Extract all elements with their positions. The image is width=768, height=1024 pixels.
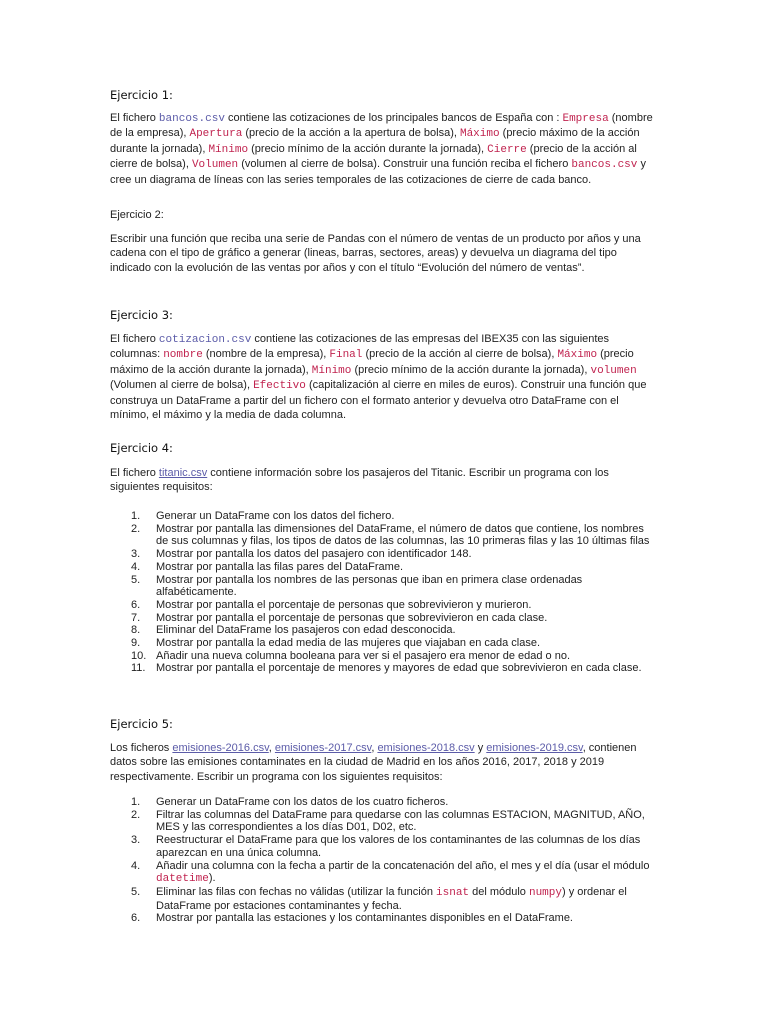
text-run: ) y ordenar el DataFrame por estaciones contaminantes y fecha.: [156, 885, 627, 912]
list-item-number: 9.: [131, 637, 141, 650]
text-run: (precio máximo de la acción durante la jornada),: [110, 348, 634, 376]
list-item-number: 5.: [131, 885, 141, 898]
text-run: ,: [371, 742, 378, 754]
list-item-number: 2.: [131, 522, 141, 535]
list-item-number: 4.: [131, 560, 141, 573]
text-run: Eliminar del DataFrame los pasajeros con edad desconocida.: [156, 624, 456, 637]
list-item: [110, 612, 658, 625]
text-run: contiene las cotizaciones de las empresas del IBEX35 con las siguientes columnas:: [110, 333, 610, 361]
list-item: [110, 637, 658, 650]
text-run: Generar un DataFrame con los datos de los cuatro ficheros.: [156, 796, 449, 808]
exercise-1-title: Ejercicio 1:: [110, 88, 173, 102]
text-run: Mostrar por pantalla los datos del pasajero con identificador 148.: [156, 548, 472, 561]
text-run: ,: [268, 742, 275, 754]
list-item-number: 4.: [131, 859, 141, 872]
exercise-1-text: [110, 111, 658, 187]
text-run: y: [474, 742, 487, 754]
text-run: El fichero: [110, 467, 159, 479]
list-item-text: [156, 912, 573, 924]
text-run: (capitalización al cierre en miles de euros). Construir una función que construya un DataFrame a partir del un fichero con el formato anterior y devuelva otro DataFrame con el mínimo, el máximo y la media de dada columna.: [110, 379, 647, 422]
text-run: Mostrar por pantalla el porcentaje de menores y mayores de edad que sobrevivieron en cada clase.: [156, 662, 642, 675]
column-name: Máximo: [459, 128, 500, 141]
list-item-text: [156, 650, 570, 662]
text-run: (precio de la acción al cierre de bolsa),: [110, 142, 637, 171]
list-item-number: 3.: [131, 548, 141, 561]
text-run: (nombre de la empresa),: [202, 348, 330, 361]
file-name: bancos.csv: [571, 159, 638, 172]
column-name: nombre: [163, 349, 203, 362]
text-run: Los ficheros: [110, 742, 173, 754]
list-item: [110, 599, 658, 612]
exercise-5-title: Ejercicio 5:: [110, 717, 173, 731]
column-name: Volumen: [191, 159, 239, 172]
list-item-text: [156, 612, 547, 624]
code-name: isnat: [436, 886, 470, 899]
text-run: Reestructurar el DataFrame para que los valores de los contaminantes de las columnas de los días aparezcan en una única columna.: [156, 834, 641, 859]
list-item-text: [156, 523, 649, 548]
list-item-text: [156, 834, 640, 859]
list-item-number: 2.: [131, 808, 141, 821]
text-run: Generar un DataFrame con los datos del fichero.: [156, 510, 395, 522]
column-name: Máximo: [557, 349, 598, 362]
text-run: Mostrar por pantalla las dimensiones del DataFrame, el número de datos que contiene, los nombres de sus columnas y filas, los tipos de datos de las columnas, las 10 primeras filas y las 10 últimas filas: [156, 522, 650, 548]
list-item-number: 7.: [131, 611, 141, 624]
list-item-number: 6.: [131, 598, 141, 611]
text-run: (Volumen al cierre de bolsa),: [110, 379, 254, 392]
column-name: Final: [329, 349, 363, 362]
text-run: y cree un diagrama de líneas con las series temporales de las cotizaciones de cierre de cada banco.: [110, 158, 646, 186]
exercise-5-requirements: [110, 796, 658, 925]
list-item: [110, 510, 658, 523]
text-run: Mostrar por pantalla el porcentaje de personas que sobrevivieron y murieron.: [156, 598, 532, 611]
code-name: numpy: [528, 886, 562, 899]
text-run: (nombre de la empresa),: [110, 112, 653, 140]
list-item: [110, 809, 658, 834]
exercise-4-requirements: [110, 510, 658, 675]
list-item: [110, 523, 658, 548]
column-name: Efectivo: [253, 380, 306, 393]
exercise-2-title: Ejercicio 2:: [110, 209, 164, 221]
column-name: Empresa: [562, 113, 609, 125]
list-item-text: [156, 662, 642, 674]
text-run: ).: [208, 872, 216, 885]
emisiones-2018-link[interactable]: emisiones-2018.csv: [377, 742, 475, 754]
list-item: [110, 796, 658, 809]
list-item-text: [156, 510, 394, 522]
list-item-text: [156, 574, 582, 599]
text-run: Añadir una columna con la fecha a partir de la concatenación del año, el mes y el día (usar el módulo: [156, 859, 650, 872]
list-item-text: [156, 599, 531, 611]
column-name: Apertura: [189, 128, 243, 141]
list-item-text: [156, 637, 540, 649]
list-item-number: 1.: [131, 510, 141, 522]
list-item-text: [156, 809, 645, 834]
list-item-number: 8.: [131, 624, 141, 637]
text-run: (precio máximo de la acción durante la jornada),: [110, 127, 640, 155]
text-run: Mostrar por pantalla las filas pares del DataFrame.: [156, 560, 403, 573]
text-run: contiene las cotizaciones de los principales bancos de España con :: [224, 112, 563, 124]
exercise-4-text: [110, 466, 658, 495]
list-item-text: [156, 624, 456, 636]
list-item: [110, 650, 658, 663]
text-run: Mostrar por pantalla los nombres de las personas que iban en primera clase ordenadas alfabéticamente.: [156, 573, 583, 599]
text-run: Mostrar por pantalla la edad media de las mujeres que viajaban en cada clase.: [156, 637, 541, 650]
exercise-3-text: [110, 332, 658, 422]
text-run: Eliminar las filas con fechas no válidas (utilizar la función: [156, 885, 437, 898]
text-run: contiene información sobre los pasajeros del Titanic. Escribir un programa con los siguientes requisitos:: [110, 467, 609, 494]
text-run: (precio mínimo de la acción durante la jornada),: [351, 363, 591, 376]
exercise-3-title: Ejercicio 3:: [110, 308, 173, 322]
list-item-number: 1.: [131, 796, 141, 808]
list-item-number: 11.: [131, 662, 146, 675]
list-item: [110, 912, 658, 925]
exercise-2-text: Escribir una función que reciba una serie de Pandas con el número de ventas de un producto por años y una cadena con el tipo de gráfico a generar (lineas, barras, sectores, areas) y devuelva un diagrama del tipo indicado con la evolución de las ventas por años y con el título “Evolución del número de ventas”.: [110, 233, 641, 274]
column-name: Cierre: [487, 143, 527, 156]
column-name: Mínimo: [311, 364, 352, 377]
list-item: [110, 574, 658, 599]
list-item-text: [156, 860, 649, 885]
list-item-text: [156, 796, 448, 808]
list-item-number: 6.: [131, 912, 141, 925]
list-item: [110, 860, 658, 886]
text-run: El fichero: [110, 333, 159, 345]
text-run: Añadir una nueva columna booleana para ver si el pasajero era menor de edad o no.: [156, 649, 570, 662]
emisiones-2019-link[interactable]: emisiones-2019.csv: [486, 742, 583, 754]
list-item: [110, 886, 658, 912]
list-item: [110, 834, 658, 859]
list-item-number: 3.: [131, 834, 141, 847]
text-run: Mostrar por pantalla el porcentaje de personas que sobrevivieron en cada clase.: [156, 611, 548, 624]
text-run: El fichero: [110, 112, 159, 124]
text-run: Filtrar las columnas del DataFrame para quedarse con las columnas ESTACION, MAGNITUD, AÑO, MES y las correspondientes a los días D01, D02, etc.: [156, 808, 645, 834]
column-name: Mínimo: [208, 143, 249, 156]
text-run: (precio de la acción al cierre de bolsa),: [362, 348, 558, 361]
list-item: [110, 662, 658, 675]
list-item-number: 10.: [131, 649, 147, 662]
exercise-5-text: [110, 741, 658, 784]
list-item-text: [156, 548, 472, 560]
list-item-number: 5.: [131, 573, 141, 586]
file-name: cotizacion.csv: [158, 334, 252, 346]
text-run: del módulo: [469, 885, 529, 898]
column-name: volumen: [590, 364, 637, 377]
list-item: [110, 561, 658, 574]
list-item-text: [156, 561, 403, 573]
emisiones-2016-link[interactable]: emisiones-2016.csv: [172, 742, 269, 754]
list-item-text: [156, 886, 627, 912]
list-item: [110, 548, 658, 561]
text-run: (precio de la acción a la apertura de bolsa),: [242, 127, 460, 140]
text-run: Mostrar por pantalla las estaciones y los contaminantes disponibles en el DataFrame.: [156, 912, 573, 925]
titanic-csv-link[interactable]: titanic.csv: [158, 467, 208, 479]
emisiones-2017-link[interactable]: emisiones-2017.csv: [274, 742, 372, 754]
exercise-4-title: Ejercicio 4:: [110, 441, 173, 455]
text-run: (precio mínimo de la acción durante la jornada),: [248, 142, 488, 155]
file-name: bancos.csv: [158, 113, 225, 125]
text-run: (volumen al cierre de bolsa). Construir una función reciba el fichero: [238, 158, 572, 171]
text-run: , contienen datos sobre las emisiones contaminates en la ciudad de Madrid en los años 2016, 2017, 2018 y 2019 respectivamente. Escribir un programa con los siguientes requisitos:: [110, 742, 637, 783]
list-item: [110, 624, 658, 637]
code-name: datetime: [156, 873, 209, 886]
